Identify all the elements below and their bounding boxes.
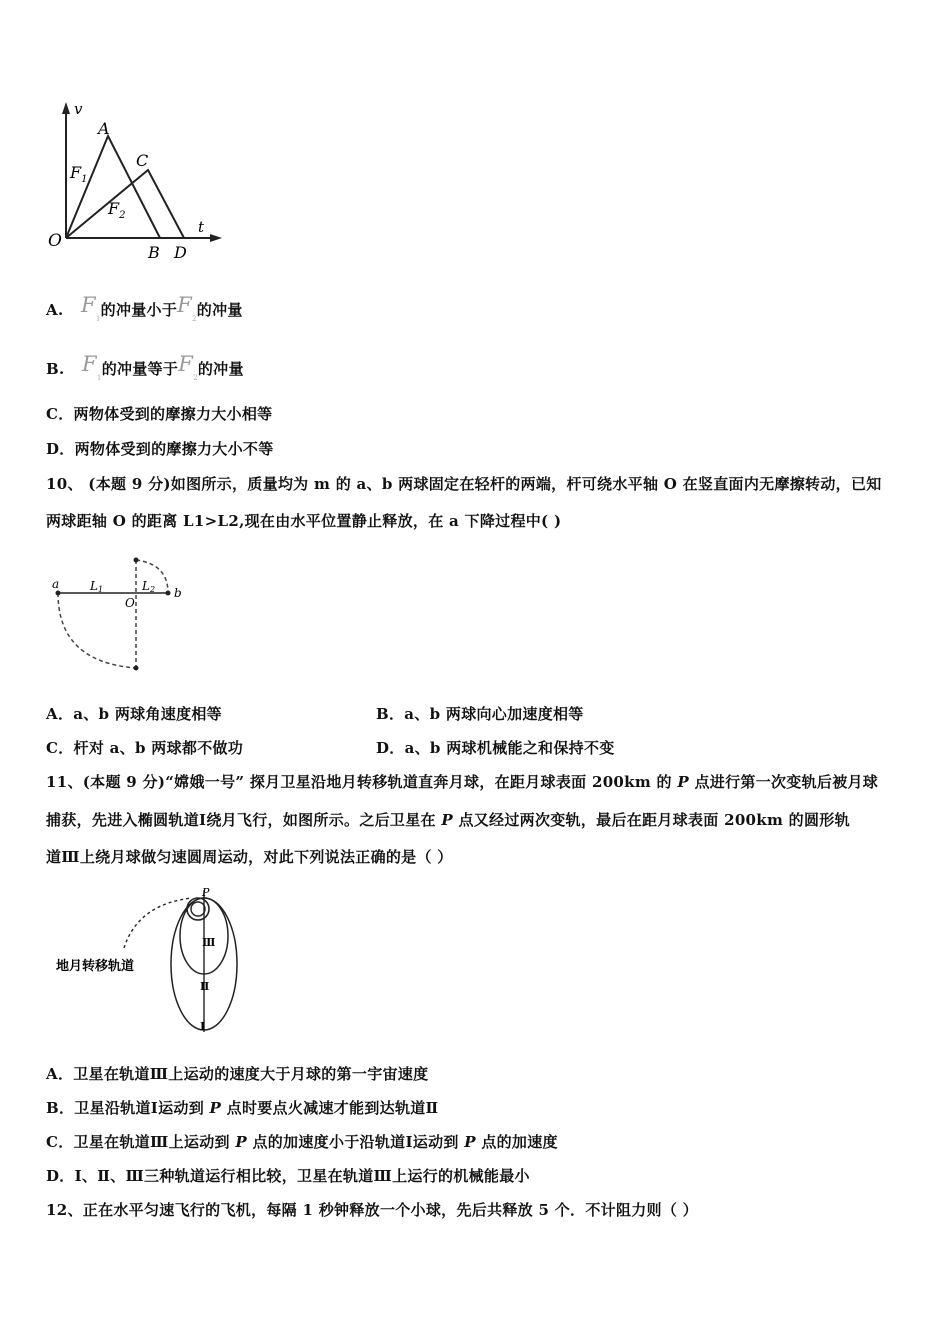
f1-label: $F_1$ bbox=[70, 163, 88, 185]
f2-label: $F_2$ bbox=[108, 199, 126, 221]
point-b-label: B bbox=[148, 243, 160, 262]
point-p-label: P bbox=[202, 886, 210, 899]
point-a-label: A bbox=[98, 119, 110, 138]
l1-label: L1 bbox=[90, 579, 104, 594]
q10-option-b: B．a、b 两球向心加速度相等 bbox=[376, 705, 584, 723]
orbit-ii-label: Ⅱ bbox=[200, 980, 210, 993]
t-axis-label: t bbox=[198, 218, 205, 236]
orbit-iii-label: Ⅲ bbox=[202, 936, 216, 949]
q11-option-c: C．卫星在轨道Ⅲ上运动到 P 点的加速度小于沿轨道Ⅰ运动到 P 点的加速度 bbox=[46, 1133, 558, 1151]
ball-a-label: a bbox=[52, 577, 60, 591]
q11-option-d: D．Ⅰ、Ⅱ、Ⅲ三种轨道运行相比较，卫星在轨道Ⅲ上运行的机械能最小 bbox=[46, 1167, 530, 1185]
v-axis-label: v bbox=[74, 100, 83, 118]
velocity-time-figure bbox=[40, 98, 230, 268]
q9-option-b: B. $F_1$的冲量等于$F_2$的冲量 bbox=[46, 352, 244, 383]
q9-option-d: D．两物体受到的摩擦力大小不等 bbox=[46, 440, 274, 458]
ball-b-label: b bbox=[174, 586, 182, 600]
q10-option-a: A．a、b 两球角速度相等 bbox=[46, 705, 222, 723]
q11-stem-line2: 捕获，先进入椭圆轨道Ⅰ绕月飞行，如图所示。之后卫星在 P 点又经过两次变轨，最后在距月球表面 200km 的圆形轨 bbox=[46, 811, 850, 829]
q9-option-c: C．两物体受到的摩擦力大小相等 bbox=[46, 405, 273, 423]
q11-option-a: A．卫星在轨道Ⅲ上运动的速度大于月球的第一宇宙速度 bbox=[46, 1065, 429, 1083]
q11-option-b: B．卫星沿轨道Ⅰ运动到 P 点时要点火减速才能到达轨道Ⅱ bbox=[46, 1099, 439, 1117]
point-d-label: D bbox=[174, 243, 187, 262]
axis-o-label: O bbox=[125, 596, 135, 610]
q10-stem-line2: 两球距轴 O 的距离 L1>L2,现在由水平位置静止释放，在 a 下降过程中( ) bbox=[46, 512, 562, 530]
l2-label: L2 bbox=[142, 579, 156, 594]
rod-rotation-figure bbox=[48, 552, 198, 680]
q10-stem-line1: 10、 (本题 9 分)如图所示，质量均为 m 的 a、b 两球固定在轻杆的两端，杆可绕水平轴 O 在竖直面内无摩擦转动，已知 bbox=[46, 475, 882, 493]
q10-option-c: C．杆对 a、b 两球都不做功 bbox=[46, 739, 244, 757]
orbit-i-label: Ⅰ bbox=[200, 1020, 206, 1033]
q12-stem-line1: 12、正在水平匀速飞行的飞机，每隔 1 秒钟释放一个小球，先后共释放 5 个．不计阻力则（ ） bbox=[46, 1201, 698, 1219]
q9-option-a: A. $F_1$的冲量小于$F_2$的冲量 bbox=[46, 293, 243, 324]
origin-label: O bbox=[48, 231, 62, 251]
q10-option-d: D．a、b 两球机械能之和保持不变 bbox=[376, 739, 615, 757]
lunar-orbit-figure bbox=[52, 884, 272, 1036]
transfer-orbit-label: 地月转移轨道 bbox=[56, 959, 135, 974]
q11-stem-line3: 道Ⅲ上绕月球做匀速圆周运动，对此下列说法正确的是（ ） bbox=[46, 848, 453, 866]
point-c-label: C bbox=[136, 151, 149, 170]
q11-stem-line1: 11、(本题 9 分)“嫦娥一号” 探月卫星沿地月转移轨道直奔月球，在距月球表面 200km 的 P 点进行第一次变轨后被月球 bbox=[46, 773, 879, 791]
